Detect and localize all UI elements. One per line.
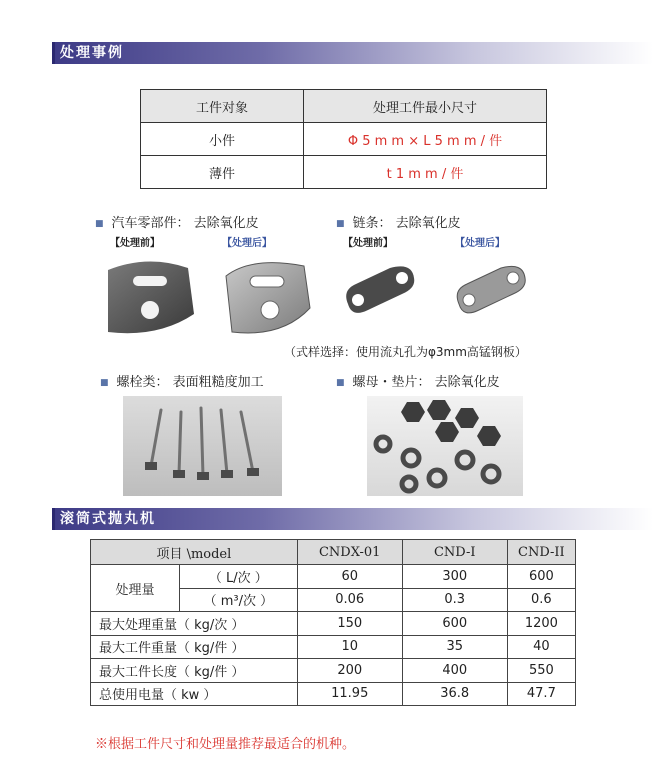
table-row xyxy=(91,612,576,636)
square-bullet-icon: ■ xyxy=(336,218,345,229)
table-cell: 薄件 xyxy=(141,156,304,189)
auto-parts-caption: ■ 汽车零部件： 去除氧化皮 xyxy=(95,216,259,231)
table-row xyxy=(141,156,547,189)
table-header-row xyxy=(141,90,547,123)
square-bullet-icon: ■ xyxy=(95,218,104,229)
table-cell: 150 xyxy=(297,612,402,636)
table-cell: Φ 5 m m × L 5 m m / 件 xyxy=(304,123,547,156)
table-cell: 总使用电量（ kw ） xyxy=(91,682,298,706)
table-row xyxy=(91,635,576,659)
before-tag: 【处理前】 xyxy=(343,238,393,249)
table-cell: 最大处理重量（ kg/次 ） xyxy=(91,612,298,636)
chain-after-image xyxy=(445,254,535,324)
table-header: CNDX-01 xyxy=(297,540,402,565)
table-cell: 0.06 xyxy=(297,588,402,612)
table-cell: 小件 xyxy=(141,123,304,156)
table-cell: （ L/次 ） xyxy=(180,565,298,589)
after-tag: 【处理后】 xyxy=(455,238,505,249)
table-cell: 处理量 xyxy=(91,565,180,612)
chain-caption: ■ 链条： 去除氧化皮 xyxy=(336,216,461,231)
table-cell: 最大工件重量（ kg/件 ） xyxy=(91,635,298,659)
table-header-row xyxy=(91,540,576,565)
table-header: 处理工件最小尺寸 xyxy=(304,90,547,123)
chain-before-image xyxy=(334,254,424,324)
bolts-caption: ■ 螺栓类： 表面粗糙度加工 xyxy=(100,375,264,390)
table-cell: 550 xyxy=(507,659,575,683)
table-cell: 0.3 xyxy=(402,588,507,612)
table-cell: 200 xyxy=(297,659,402,683)
section-title: 滚筒式抛丸机 xyxy=(60,511,156,527)
table-row xyxy=(141,123,547,156)
table-cell: 1200 xyxy=(507,612,575,636)
section-header-drum-shot-blaster xyxy=(52,508,653,530)
nuts-caption: ■ 螺母・垫片： 去除氧化皮 xyxy=(336,375,500,390)
square-bullet-icon: ■ xyxy=(336,377,345,388)
table-cell: 600 xyxy=(507,565,575,589)
before-tag: 【处理前】 xyxy=(110,238,160,249)
table-cell: 最大工件长度（ kg/件 ） xyxy=(91,659,298,683)
spec-table xyxy=(140,89,547,189)
table-header: CND-I xyxy=(402,540,507,565)
table-cell: 10 xyxy=(297,635,402,659)
section-title: 处理事例 xyxy=(60,45,124,61)
table-row xyxy=(91,659,576,683)
table-cell: （ m³/次 ） xyxy=(180,588,298,612)
bolts-image xyxy=(123,396,282,496)
table-row xyxy=(91,682,576,706)
table-cell: 60 xyxy=(297,565,402,589)
chain-spec-note: （式样选择：使用流丸孔为φ3mm高锰钢板） xyxy=(284,345,527,359)
table-header: 工件对象 xyxy=(141,90,304,123)
table-header: 项目 \model xyxy=(91,540,298,565)
table-header: CND-II xyxy=(507,540,575,565)
model-spec-table xyxy=(90,539,576,706)
table-cell: 11.95 xyxy=(297,682,402,706)
table-cell: 40 xyxy=(507,635,575,659)
section-header-processing-examples xyxy=(52,42,653,64)
table-cell: 400 xyxy=(402,659,507,683)
table-cell: 600 xyxy=(402,612,507,636)
table-cell: 0.6 xyxy=(507,588,575,612)
footnote: ※根据工件尺寸和处理量推荐最适合的机种。 xyxy=(95,737,356,752)
after-tag: 【处理后】 xyxy=(222,238,272,249)
table-cell: t 1 m m / 件 xyxy=(304,156,547,189)
table-cell: 35 xyxy=(402,635,507,659)
table-cell: 47.7 xyxy=(507,682,575,706)
nuts-washers-image xyxy=(367,396,523,496)
table-cell: 300 xyxy=(402,565,507,589)
table-row xyxy=(91,565,576,589)
auto-part-after-image xyxy=(212,252,317,340)
auto-part-before-image xyxy=(98,252,198,340)
table-cell: 36.8 xyxy=(402,682,507,706)
square-bullet-icon: ■ xyxy=(100,377,109,388)
